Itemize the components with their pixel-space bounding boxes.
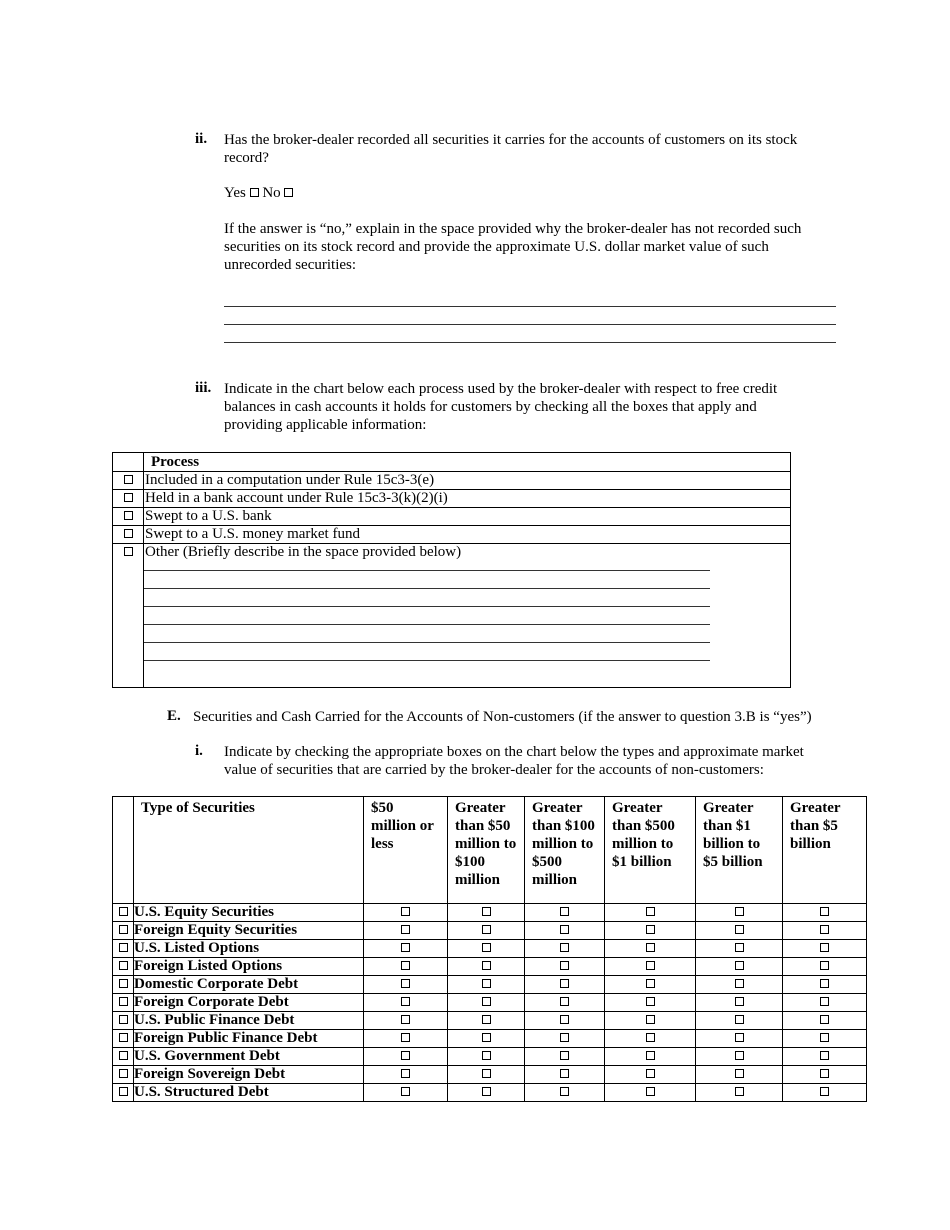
security-type-checkbox[interactable] [119, 1069, 128, 1078]
value-range-checkbox[interactable] [401, 1087, 410, 1096]
value-range-checkbox[interactable] [646, 925, 655, 934]
process-row [113, 490, 791, 508]
value-range-checkbox[interactable] [735, 907, 744, 916]
value-range-checkbox[interactable] [560, 907, 569, 916]
value-range-checkbox[interactable] [646, 1051, 655, 1060]
value-range-checkbox[interactable] [646, 997, 655, 1006]
value-range-checkbox[interactable] [735, 1015, 744, 1024]
security-type-label: Foreign Corporate Debt [134, 994, 364, 1012]
value-range-checkbox[interactable] [482, 1015, 491, 1024]
process-label: Other (Briefly describe in the space provided below) [145, 544, 462, 560]
value-range-checkbox[interactable] [401, 907, 410, 916]
value-range-checkbox[interactable] [401, 943, 410, 952]
question-ii-followup: If the answer is “no,” explain in the space provided why the broker-dealer has not recorded such securities on its stock record and provide the approximate U.S. dollar market value of such unrecorded securities: [224, 221, 802, 273]
description-line [144, 606, 710, 607]
value-range-checkbox[interactable] [482, 1087, 491, 1096]
table-row [113, 940, 867, 958]
process-row [113, 472, 791, 490]
security-type-label: Foreign Public Finance Debt [134, 1030, 364, 1048]
table-row [113, 904, 867, 922]
value-range-checkbox[interactable] [646, 943, 655, 952]
no-label: No [262, 185, 281, 201]
process-check-header [113, 453, 144, 472]
description-line [144, 588, 710, 589]
value-range-checkbox[interactable] [735, 1069, 744, 1078]
value-range-checkbox[interactable] [735, 1087, 744, 1096]
value-range-checkbox[interactable] [735, 1033, 744, 1042]
value-range-checkbox[interactable] [482, 997, 491, 1006]
security-type-checkbox[interactable] [119, 997, 128, 1006]
value-range-checkbox[interactable] [820, 979, 829, 988]
value-range-checkbox[interactable] [820, 961, 829, 970]
value-range-checkbox[interactable] [820, 997, 829, 1006]
securities-header-range: $50 million or less [364, 797, 448, 904]
process-checkbox[interactable] [124, 511, 133, 520]
value-range-checkbox[interactable] [560, 979, 569, 988]
question-e-i-number: i. [195, 743, 203, 759]
question-iii-number: iii. [195, 380, 212, 396]
securities-header-range: Greater than $1 billion to $5 billion [696, 797, 783, 904]
table-row [113, 1012, 867, 1030]
value-range-checkbox[interactable] [820, 1033, 829, 1042]
value-range-checkbox[interactable] [735, 961, 744, 970]
description-line [144, 660, 710, 661]
securities-check-header [113, 797, 134, 904]
question-iii-text: Indicate in the chart below each process used by the broker-dealer with respect to free credit balances in cash accounts it holds for customers by checking all the boxes that apply and providing applicable information: [224, 381, 778, 433]
security-type-label: Foreign Equity Securities [134, 922, 364, 940]
process-checkbox[interactable] [124, 475, 133, 484]
table-row [113, 1084, 867, 1102]
answer-line[interactable] [224, 324, 836, 325]
security-type-checkbox[interactable] [119, 907, 128, 916]
security-type-checkbox[interactable] [119, 1033, 128, 1042]
value-range-checkbox[interactable] [401, 961, 410, 970]
value-range-checkbox[interactable] [820, 1051, 829, 1060]
yes-checkbox[interactable] [250, 188, 259, 197]
table-row [113, 922, 867, 940]
section-e-letter: E. [167, 708, 181, 724]
value-range-checkbox[interactable] [560, 997, 569, 1006]
value-range-checkbox[interactable] [560, 1069, 569, 1078]
value-range-checkbox[interactable] [401, 1033, 410, 1042]
security-type-label: Domestic Corporate Debt [134, 976, 364, 994]
process-table [112, 452, 791, 688]
value-range-checkbox[interactable] [735, 925, 744, 934]
table-row [113, 994, 867, 1012]
value-range-checkbox[interactable] [560, 1087, 569, 1096]
value-range-checkbox[interactable] [401, 925, 410, 934]
value-range-checkbox[interactable] [401, 997, 410, 1006]
security-type-checkbox[interactable] [119, 925, 128, 934]
no-checkbox[interactable] [284, 188, 293, 197]
security-type-checkbox[interactable] [119, 1051, 128, 1060]
value-range-checkbox[interactable] [560, 961, 569, 970]
other-description-area[interactable] [144, 562, 790, 687]
security-type-checkbox[interactable] [119, 961, 128, 970]
value-range-checkbox[interactable] [482, 925, 491, 934]
value-range-checkbox[interactable] [482, 907, 491, 916]
security-type-checkbox[interactable] [119, 979, 128, 988]
value-range-checkbox[interactable] [646, 1015, 655, 1024]
value-range-checkbox[interactable] [560, 943, 569, 952]
securities-header-row [113, 797, 867, 904]
description-line [144, 570, 710, 571]
table-row [113, 1048, 867, 1066]
value-range-checkbox[interactable] [646, 1033, 655, 1042]
value-range-checkbox[interactable] [820, 1015, 829, 1024]
value-range-checkbox[interactable] [401, 979, 410, 988]
security-type-label: U.S. Equity Securities [134, 904, 364, 922]
value-range-checkbox[interactable] [735, 1051, 744, 1060]
security-type-checkbox[interactable] [119, 943, 128, 952]
process-label: Included in a computation under Rule 15c3-3(e) [144, 472, 791, 490]
value-range-checkbox[interactable] [735, 979, 744, 988]
question-ii-number: ii. [195, 131, 208, 147]
securities-header-range: Greater than $50 million to $100 million [448, 797, 525, 904]
security-type-checkbox[interactable] [119, 1015, 128, 1024]
table-row [113, 1066, 867, 1084]
value-range-checkbox[interactable] [560, 1051, 569, 1060]
section-e-title: Securities and Cash Carried for the Accounts of Non-customers (if the answer to question 3.B is “yes”) [193, 709, 812, 725]
description-line [144, 642, 710, 643]
value-range-checkbox[interactable] [646, 979, 655, 988]
securities-header-range: Greater than $100 million to $500 million [525, 797, 605, 904]
security-type-label: U.S. Public Finance Debt [134, 1012, 364, 1030]
value-range-checkbox[interactable] [820, 1069, 829, 1078]
securities-header-range: Greater than $5 billion [783, 797, 867, 904]
value-range-checkbox[interactable] [820, 907, 829, 916]
yes-label: Yes [224, 185, 246, 201]
securities-header-range: Greater than $500 million to $1 billion [605, 797, 696, 904]
description-line [144, 624, 710, 625]
value-range-checkbox[interactable] [401, 1051, 410, 1060]
question-ii-text: Has the broker-dealer recorded all securities it carries for the accounts of customers on its stock record? [224, 132, 798, 166]
value-range-checkbox[interactable] [560, 1015, 569, 1024]
value-range-checkbox[interactable] [735, 943, 744, 952]
securities-table [112, 796, 867, 1102]
process-label: Swept to a U.S. bank [144, 508, 791, 526]
process-header: Process [144, 453, 791, 472]
process-checkbox[interactable] [124, 493, 133, 502]
process-label: Held in a bank account under Rule 15c3-3(k)(2)(i) [144, 490, 791, 508]
securities-header-type: Type of Securities [134, 797, 364, 904]
process-row [113, 508, 791, 526]
process-checkbox[interactable] [124, 529, 133, 538]
value-range-checkbox[interactable] [401, 1069, 410, 1078]
value-range-checkbox[interactable] [646, 961, 655, 970]
table-row [113, 1030, 867, 1048]
answer-line[interactable] [224, 306, 836, 307]
process-row [113, 526, 791, 544]
value-range-checkbox[interactable] [646, 1069, 655, 1078]
table-row [113, 976, 867, 994]
table-row [113, 958, 867, 976]
value-range-checkbox[interactable] [646, 1087, 655, 1096]
value-range-checkbox[interactable] [560, 925, 569, 934]
value-range-checkbox[interactable] [482, 1051, 491, 1060]
value-range-checkbox[interactable] [820, 943, 829, 952]
security-type-label: Foreign Listed Options [134, 958, 364, 976]
process-label: Swept to a U.S. money market fund [144, 526, 791, 544]
value-range-checkbox[interactable] [820, 925, 829, 934]
question-ii-answer [224, 185, 293, 202]
question-e-i-text: Indicate by checking the appropriate boxes on the chart below the types and approximate market value of securities that are carried by the broker-dealer for the accounts of non-customers: [224, 744, 804, 778]
security-type-checkbox[interactable] [119, 1087, 128, 1096]
security-type-label: Foreign Sovereign Debt [134, 1066, 364, 1084]
security-type-label: U.S. Government Debt [134, 1048, 364, 1066]
value-range-checkbox[interactable] [482, 961, 491, 970]
value-range-checkbox[interactable] [482, 943, 491, 952]
security-type-label: U.S. Structured Debt [134, 1084, 364, 1102]
value-range-checkbox[interactable] [646, 907, 655, 916]
answer-line[interactable] [224, 342, 836, 343]
process-checkbox[interactable] [124, 547, 133, 556]
value-range-checkbox[interactable] [735, 997, 744, 1006]
value-range-checkbox[interactable] [482, 1033, 491, 1042]
value-range-checkbox[interactable] [560, 1033, 569, 1042]
process-row-other [113, 544, 791, 688]
security-type-label: U.S. Listed Options [134, 940, 364, 958]
value-range-checkbox[interactable] [401, 1015, 410, 1024]
value-range-checkbox[interactable] [820, 1087, 829, 1096]
value-range-checkbox[interactable] [482, 1069, 491, 1078]
value-range-checkbox[interactable] [482, 979, 491, 988]
